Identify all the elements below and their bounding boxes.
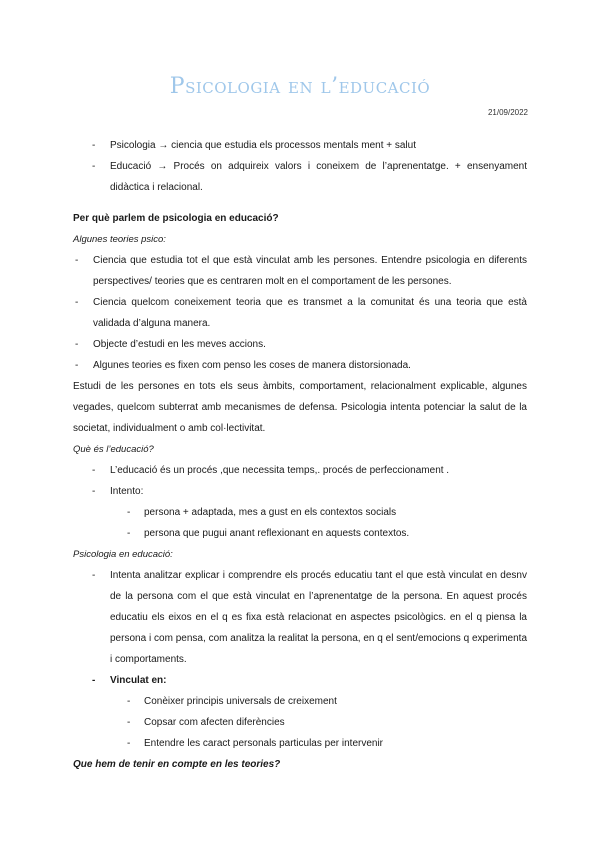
list-item <box>73 334 527 355</box>
list-item-text: Algunes teories es fixen com penso les coses de manera distorsionada. <box>93 360 411 371</box>
list-item-text: Intento: <box>110 486 144 497</box>
intro-item <box>73 156 527 198</box>
list-item-text: Ciencia que estudia tot el que està vinculat amb les persones. Entendre psicologia en diferents perspectives/ teories que es centraren molt en el comportament de les persones. <box>93 255 527 287</box>
intro-item-text: Psicologia → ciencia que estudia els processos mentals ment + salut <box>110 140 416 151</box>
bullet-dash: - <box>127 717 131 728</box>
bullet-dash: - <box>127 528 131 539</box>
bullet-dash: - <box>75 360 79 371</box>
body-paragraph: Estudi de les persones en tots els seus àmbits, comportament, relacionalment explicable, algunes vegades, quelcom subterrat amb mecanismes de defensa. Psicologia intenta potenciar la salut de la societat, individualment o amb col·lectivitat. <box>73 381 527 434</box>
bullet-dash: - <box>127 738 131 749</box>
intro-item <box>73 135 527 156</box>
bullet-dash: - <box>92 161 96 172</box>
bullet-dash: - <box>92 570 96 581</box>
list-item-text: Ciencia quelcom coneixement teoria que es transmet a la comunitat és una teoria que està validada d’alguna manera. <box>93 297 527 329</box>
sub-list-item <box>73 733 527 754</box>
final-heading: Que hem de tenir en compte en les teories? <box>73 759 281 770</box>
bullet-dash: - <box>75 339 79 350</box>
sub-list-item <box>73 712 527 733</box>
list-item <box>73 670 527 691</box>
list-item <box>73 565 527 670</box>
list-item <box>73 460 527 481</box>
section-subheading: Algunes teories psico: <box>73 234 166 245</box>
bullet-dash: - <box>127 507 131 518</box>
bullet-dash: - <box>92 486 96 497</box>
sub-list-item <box>73 502 527 523</box>
sub-list-item <box>73 691 527 712</box>
sub-list-item <box>73 523 527 544</box>
list-item-text: Vinculat en: <box>110 675 167 686</box>
sub-list-item-text: persona + adaptada, mes a gust en els contextos socials <box>144 507 397 518</box>
intro-item-text: Educació → Procés on adquireix valors i coneixem de l’aprenentatge. + ensenyament didàctica i relacional. <box>110 161 527 193</box>
bullet-dash: - <box>92 140 96 151</box>
section-subheading: Què és l’educació? <box>73 444 154 455</box>
bullet-dash: - <box>92 675 96 686</box>
section-heading: Per què parlem de psicologia en educació? <box>73 213 279 224</box>
sub-list-item-text: Copsar com afecten diferències <box>144 717 285 728</box>
section-subheading: Psicologia en educació: <box>73 549 173 560</box>
sub-list-item-text: persona que pugui anant reflexionant en aquests contextos. <box>144 528 410 539</box>
sub-list-item-text: Conèixer principis universals de creixement <box>144 696 337 707</box>
list-item-text: Intenta analitzar explicar i comprendre els procés educatiu tant el que està vinculat en desnv de la persona com el que està vinculat en l’aprenentatge de la persona. En aquest procés educatiu els eixos en el q es fixa està relacionat en aspectes psicològics. en el q piensa la persona i com pensa, com analitza la realitat la persona, en q el sent/emocions q experimenta i comportaments. <box>110 570 527 665</box>
bullet-dash: - <box>127 696 131 707</box>
list-item-text: Objecte d’estudi en les meves accions. <box>93 339 266 350</box>
list-item <box>73 481 527 502</box>
list-item-text: L’educació és un procés ,que necessita temps,. procés de perfeccionament . <box>110 465 450 476</box>
sub-list-item-text: Entendre les caract personals particulas per intervenir <box>144 738 384 749</box>
document-body <box>73 135 527 775</box>
bullet-dash: - <box>92 465 96 476</box>
page-title: Psicologia en l’educació <box>169 74 431 99</box>
bullet-dash: - <box>75 297 79 308</box>
list-item <box>73 355 527 376</box>
list-item <box>73 292 527 334</box>
document-date: 21/09/2022 <box>487 108 528 117</box>
bullet-dash: - <box>75 255 79 266</box>
list-item <box>73 250 527 292</box>
